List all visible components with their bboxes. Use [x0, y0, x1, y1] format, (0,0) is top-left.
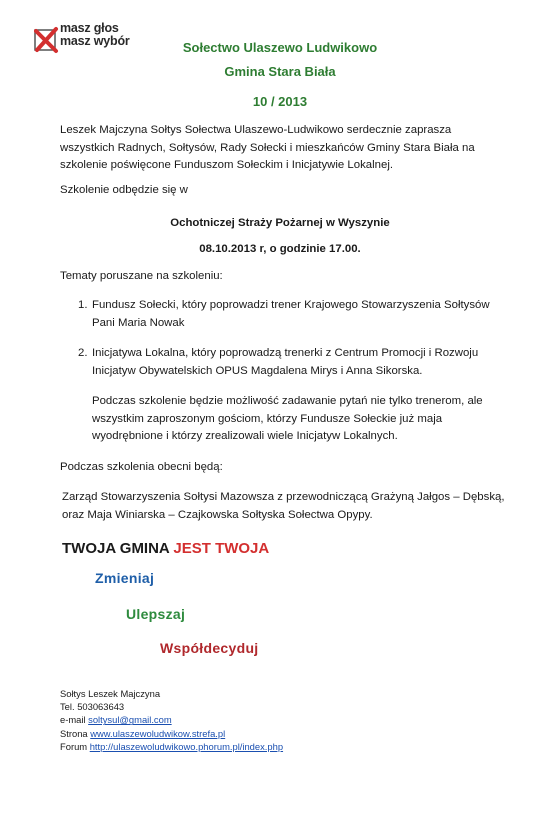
list-item-1-line-2: Pani Maria Nowak	[92, 316, 185, 329]
forum-link[interactable]: http://ulaszewoludwikowo.phorum.pl/index.php	[89, 740, 284, 752]
attendees-paragraph	[62, 489, 505, 524]
logo-line-1: masz głos	[60, 21, 119, 35]
intro-paragraph	[60, 122, 475, 175]
list-item-1-number: 1.	[78, 299, 88, 311]
topics-heading: Tematy poruszane na szkoleniu:	[60, 270, 223, 282]
list-item-2	[92, 345, 478, 380]
slogan-part-1: TWOJA GMINA	[62, 540, 174, 557]
slogan-word-wspoldecyduj: Współdecyduj	[160, 640, 259, 656]
slogan-part-2: JEST TWOJA	[173, 540, 270, 557]
document-title-2: Gmina Stara Biała	[224, 64, 336, 79]
intro-line-3: szkolenie poświęcone Funduszom Sołeckim i Inicjatywie Lokalnej.	[60, 159, 394, 171]
intro-line-1: Leszek Majczyna Sołtys Sołectwa Ulaszewo-Ludwikowo serdecznie zaprasza	[60, 124, 452, 136]
slogan-word-ulepszaj: Ulepszaj	[126, 606, 186, 622]
szkolenie-odbedzie: Szkolenie odbędzie się w	[60, 184, 188, 196]
document-number: 10 / 2013	[252, 94, 308, 109]
questions-note	[92, 393, 483, 446]
document-title-1: Sołectwo Ulaszewo Ludwikowo	[182, 40, 378, 55]
website-label: Strona	[60, 727, 91, 739]
event-place: Ochotniczej Straży Pożarnej w Wyszynie	[170, 217, 390, 229]
contact-email-row	[60, 713, 283, 726]
event-date: 08.10.2013 r, o godzinie 17.00.	[199, 243, 361, 255]
logo-line-2: masz wybór	[60, 34, 130, 48]
list-item-2-number: 2.	[78, 347, 88, 359]
email-label: e-mail	[60, 714, 89, 726]
slogan-word-zmieniaj: Zmieniaj	[95, 570, 155, 586]
contact-forum-row	[60, 740, 283, 753]
intro-line-2: wszystkich Radnych, Sołtysów, Rady Sołecki i mieszkańców Gminy Stara Biała na	[60, 141, 475, 154]
contact-phone: Tel. 503063643	[60, 701, 125, 713]
attendees-heading: Podczas szkolenia obecni będą:	[60, 461, 223, 473]
list-item-1-line-1: Fundusz Sołecki, który poprowadzi trener Krajowego Stowarzyszenia Sołtysów	[92, 299, 490, 311]
contact-name: Sołtys Leszek Majczyna	[60, 688, 161, 699]
email-link[interactable]: soltysul@gmail.com	[88, 714, 172, 726]
list-item-1	[92, 297, 490, 332]
list-item-2-line-2: Inicjatyw Obywatelskich OPUS Magdalena Mirys i Anna Sikorska.	[92, 364, 423, 377]
forum-label: Forum	[60, 740, 90, 752]
website-link[interactable]: www.ulaszewoludwikow.strefa.pl	[90, 727, 226, 739]
list-item-2-line-1: Inicjatywa Lokalna, który poprowadzą trenerki z Centrum Promocji i Rozwoju	[92, 347, 479, 359]
attendees-line-1: Zarząd Stowarzyszenia Sołtysi Mazowsza z przewodniczącą Grażyną Jałgos – Dębską,	[62, 491, 505, 503]
contact-website-row	[60, 727, 283, 740]
note-line-3: wyodrębnione i którzy zrealizowali wiele Inicjatyw Lokalnych.	[92, 430, 398, 442]
attendees-line-2: oraz Maja Winiarska – Czajkowska Sołtyska Sołectwa Opypy.	[62, 508, 373, 521]
contact-block	[60, 687, 283, 753]
note-line-2: wszystkim zaproszonym gościom, którzy Fundusze Sołeckie już maja	[92, 412, 443, 425]
slogan	[62, 540, 269, 557]
note-line-1: Podczas szkolenie będzie możliwość zadawanie pytań nie tylko trenerom, ale	[92, 395, 483, 407]
